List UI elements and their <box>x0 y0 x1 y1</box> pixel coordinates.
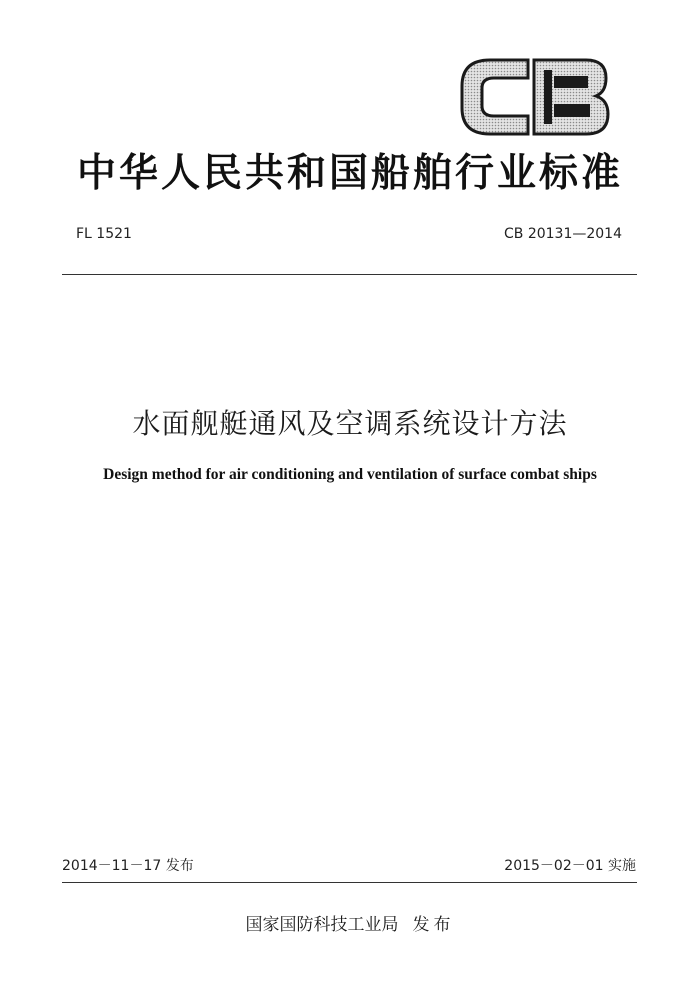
cb-logo <box>458 58 610 136</box>
document-title-chinese: 水面舰艇通风及空调系统设计方法 <box>132 407 568 440</box>
implementation-date: 2015－02－01 实施 <box>504 858 636 874</box>
publisher-name: 国家国防科技工业局 <box>245 915 399 935</box>
header-divider <box>62 274 637 275</box>
publish-label: 发布 <box>412 915 455 935</box>
document-title-english: Design method for air conditioning and ventilation of surface combat ships <box>103 466 597 483</box>
classification-code: FL 1521 <box>76 226 132 242</box>
publisher-line <box>0 910 700 935</box>
issue-date: 2014－11－17 发布 <box>62 858 194 874</box>
footer-divider <box>62 882 637 883</box>
standard-number: CB 20131—2014 <box>504 226 622 242</box>
standard-title: 中华人民共和国船舶行业标准 <box>76 151 623 196</box>
